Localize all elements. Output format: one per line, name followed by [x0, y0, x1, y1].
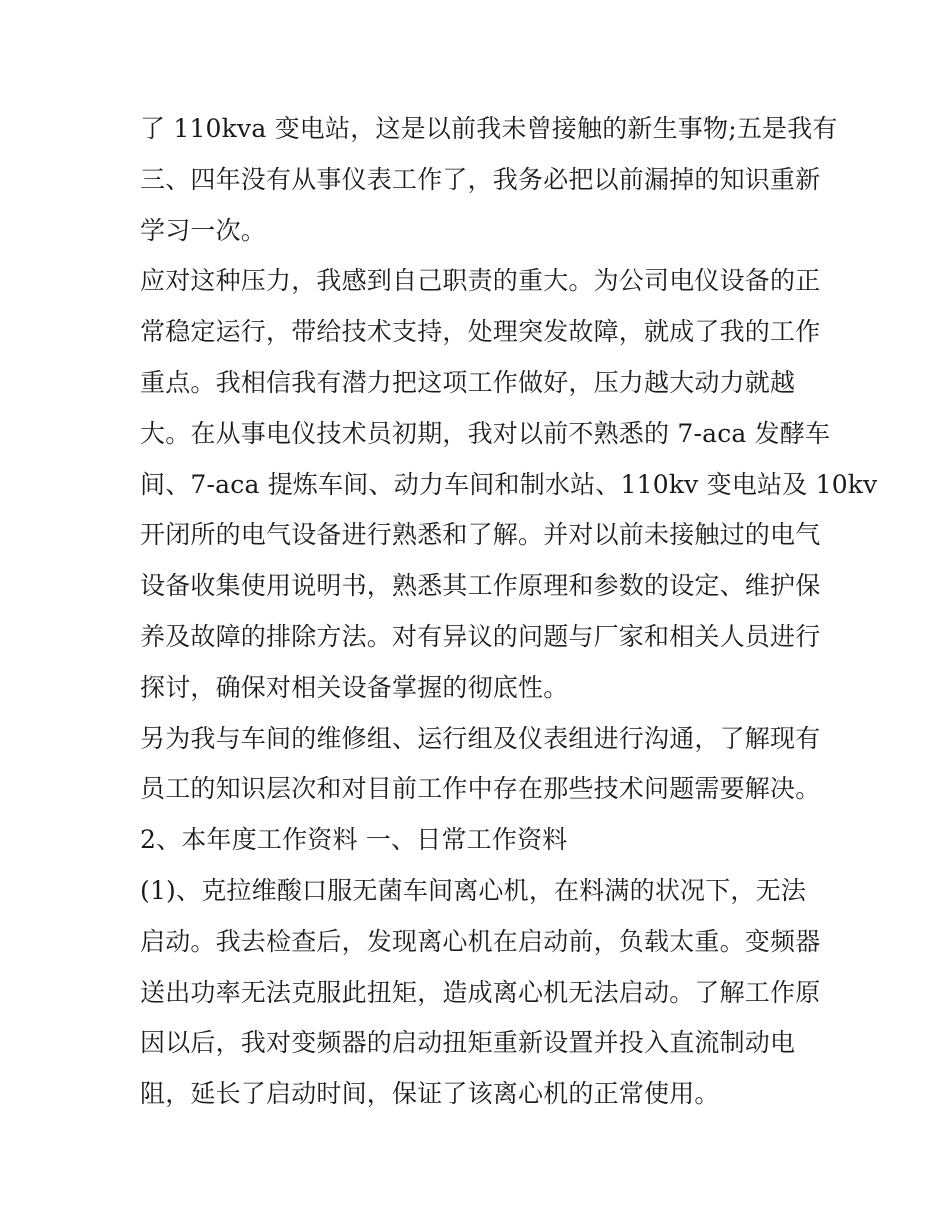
- text-line: 设备收集使用说明书，熟悉其工作原理和参数的设定、维护保: [140, 571, 821, 601]
- text-line: 送出功率无法克服此扭矩，造成离心机无法启动。了解工作原: [140, 977, 821, 1007]
- text-line: 了 110kva 变电站，这是以前我未曾接触的新生事物;五是我有: [140, 114, 838, 143]
- text-line: 学习一次。: [140, 215, 267, 245]
- text-line: 启动。我去检查后，发现离心机在启动前，负载太重。变频器: [140, 926, 821, 956]
- text-line: 开闭所的电气设备进行熟悉和了解。并对以前未接触过的电气: [140, 520, 821, 550]
- text-line: 应对这种压力，我感到自己职责的重大。为公司电仪设备的正: [140, 266, 821, 296]
- text-line: 重点。我相信我有潜力把这项工作做好，压力越大动力就越: [140, 367, 796, 397]
- text-line: 员工的知识层次和对目前工作中存在那些技术问题需要解决。: [140, 774, 821, 804]
- text-line: 大。在从事电仪技术员初期，我对以前不熟悉的 7-aca 发酵车: [140, 418, 831, 448]
- text-line: 养及故障的排除方法。对有异议的问题与厂家和相关人员进行: [140, 621, 821, 651]
- section-heading: 2、本年度工作资料 一、日常工作资料: [140, 825, 568, 855]
- text-line: 探讨，确保对相关设备掌握的彻底性。: [140, 672, 569, 702]
- document-body: [140, 104, 878, 1120]
- text-line: (1)、克拉维酸口服无菌车间离心机，在料满的状况下，无法: [140, 875, 807, 905]
- text-line: 三、四年没有从事仪表工作了，我务必把以前漏掉的知识重新: [140, 164, 821, 194]
- text-line: 常稳定运行，带给技术支持，处理突发故障，就成了我的工作: [140, 317, 821, 347]
- text-line: 间、7-aca 提炼车间、动力车间和制水站、110kv 变电站及 10kv: [140, 469, 878, 499]
- text-line: 另为我与车间的维修组、运行组及仪表组进行沟通，了解现有: [140, 723, 821, 753]
- text-line: 因以后，我对变频器的启动扭矩重新设置并投入直流制动电: [140, 1028, 796, 1058]
- text-line: 阻，延长了启动时间，保证了该离心机的正常使用。: [140, 1079, 720, 1109]
